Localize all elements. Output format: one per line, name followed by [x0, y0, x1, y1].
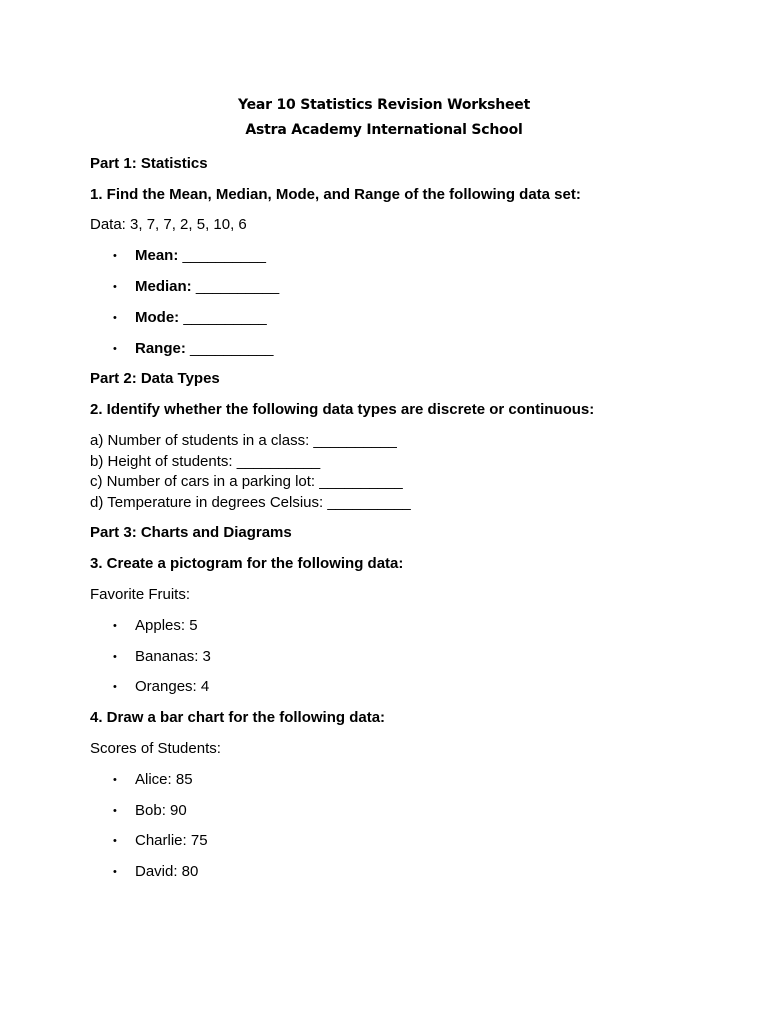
bullet-icon: •: [113, 774, 117, 786]
bullet-icon: •: [113, 681, 117, 693]
data-type-item-c: c) Number of cars in a parking lot: __________: [90, 473, 403, 490]
bullet-icon: •: [113, 250, 117, 262]
bullet-icon: •: [113, 835, 117, 847]
bullet-icon: •: [113, 805, 117, 817]
fruit-bananas: Bananas: 3: [135, 648, 211, 665]
score-david: David: 80: [135, 863, 199, 880]
list-item: [113, 617, 198, 635]
data-type-item-d: d) Temperature in degrees Celsius: __________: [90, 494, 411, 511]
list-item: [113, 648, 211, 666]
question-1: 1. Find the Mean, Median, Mode, and Range of the following data set:: [90, 186, 581, 203]
list-item-range: [113, 340, 273, 358]
data-type-item-a: a) Number of students in a class: __________: [90, 432, 397, 449]
question-4: 4. Draw a bar chart for the following data:: [90, 709, 386, 726]
range-label: Range:: [135, 340, 186, 357]
median-blank: __________: [195, 278, 280, 295]
part1-heading: Part 1: Statistics: [90, 155, 208, 172]
fruit-oranges: Oranges: 4: [135, 678, 210, 695]
question-2: 2. Identify whether the following data types are discrete or continuous:: [90, 401, 595, 418]
bullet-icon: •: [113, 281, 117, 293]
school-name: Astra Academy International School: [245, 122, 523, 138]
bullet-icon: •: [113, 866, 117, 878]
mean-label: Mean:: [135, 247, 179, 264]
bullet-icon: •: [113, 312, 117, 324]
part2-heading: Part 2: Data Types: [90, 370, 220, 387]
mean-blank: __________: [182, 247, 266, 264]
mode-blank: __________: [183, 309, 267, 326]
bullet-icon: •: [113, 343, 117, 355]
list-item: [113, 771, 193, 789]
median-label: Median:: [135, 278, 192, 295]
range-blank: __________: [190, 340, 274, 357]
list-item: [113, 832, 208, 850]
list-item-mode: [113, 309, 267, 327]
data-type-item-b: b) Height of students: __________: [90, 453, 321, 470]
bullet-icon: •: [113, 620, 117, 632]
data-set: Data: 3, 7, 7, 2, 5, 10, 6: [90, 216, 247, 233]
score-alice: Alice: 85: [135, 771, 193, 788]
list-item-mean: [113, 247, 266, 265]
scores-label: Scores of Students:: [90, 740, 221, 757]
score-bob: Bob: 90: [135, 802, 187, 819]
list-item-median: [113, 278, 279, 296]
question-3: 3. Create a pictogram for the following data:: [90, 555, 404, 572]
list-item: [113, 678, 209, 696]
list-item: [113, 863, 198, 881]
fruit-apples: Apples: 5: [135, 617, 198, 634]
worksheet-title: Year 10 Statistics Revision Worksheet: [237, 97, 531, 113]
part3-heading: Part 3: Charts and Diagrams: [90, 524, 292, 541]
score-charlie: Charlie: 75: [135, 832, 208, 849]
mode-label: Mode:: [135, 309, 180, 326]
fruits-label: Favorite Fruits:: [90, 586, 191, 603]
list-item: [113, 802, 187, 820]
bullet-icon: •: [113, 651, 117, 663]
